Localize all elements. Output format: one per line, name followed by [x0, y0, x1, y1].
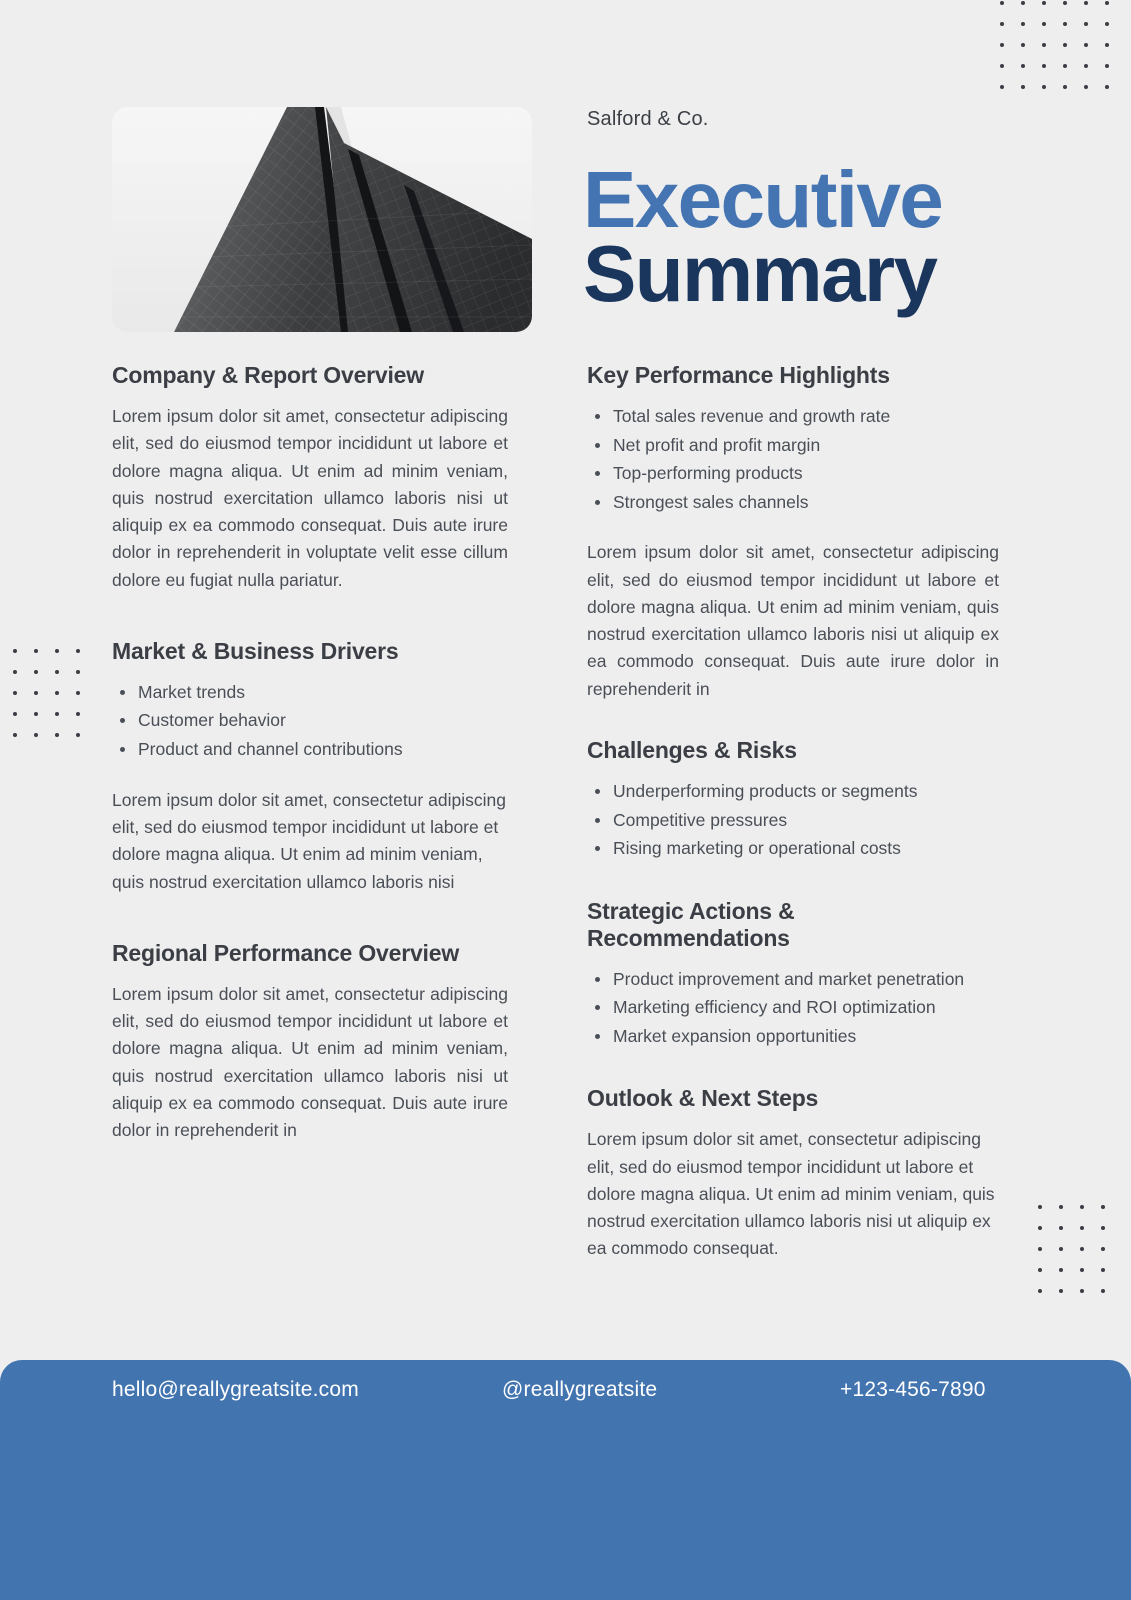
dot: [1071, 1238, 1092, 1259]
dot: [1075, 76, 1096, 97]
section-paragraph-market-business-drivers: Lorem ipsum dolor sit amet, consectetur adipiscing elit, sed do eiusmod tempor incididunt ut labore et dolore magna aliqua. Ut enim ad minim veniam, quis nostrud exercitation ullamco laboris nisi: [112, 789, 506, 892]
section-paragraph-regional-performance-overview: Lorem ipsum dolor sit amet, consectetur adipiscing elit, sed do eiusmod tempor incididunt ut labore et dolore magna aliqua. Ut enim ad minim veniam, quis nostrud exercitation ullamco laboris nisi ut aliquip ex ea commodo consequat. Duis aute irure dolor in reprehenderit in: [112, 983, 508, 1141]
footer-bar: [0, 1360, 1131, 1600]
dot: [67, 661, 88, 682]
section-heading-regional-performance-overview: Regional Performance Overview: [112, 939, 460, 966]
section-heading-company-report-overview: Company & Report Overview: [112, 362, 424, 388]
dot: [1092, 1259, 1113, 1280]
list-item: Strongest sales channels: [587, 489, 999, 516]
skyscraper-illustration-icon: [112, 107, 532, 332]
list-item: Product improvement and market penetration: [587, 966, 999, 993]
dot: [1050, 1217, 1071, 1238]
list-item: Net profit and profit margin: [587, 432, 999, 459]
dot: [991, 55, 1012, 76]
dot: [46, 703, 67, 724]
bullet-list-market-business-drivers: [112, 679, 508, 763]
dot: [1033, 55, 1054, 76]
dot: [25, 661, 46, 682]
dot: [1092, 1217, 1113, 1238]
dot: [1012, 34, 1033, 55]
dot: [4, 682, 25, 703]
section-paragraph-company-report-overview: Lorem ipsum dolor sit amet, consectetur adipiscing elit, sed do eiusmod tempor incididunt ut labore et dolore magna aliqua. Ut enim ad minim veniam, quis nostrud exercitation ullamco laboris nisi ut aliquip ex ea commodo consequat. Duis aute irure dolor in reprehenderit in voluptate velit esse cillum dolore eu fugiat nulla pariatur.: [112, 405, 508, 590]
dot: [1033, 0, 1054, 13]
dot: [1075, 55, 1096, 76]
section-heading-market-business-drivers: Market & Business Drivers: [112, 637, 399, 664]
dot: [1092, 1280, 1113, 1301]
dot: [1054, 55, 1075, 76]
right-column: [587, 362, 999, 1263]
dot: [991, 13, 1012, 34]
dot: [1033, 34, 1054, 55]
dot: [4, 640, 25, 661]
left-column: [112, 362, 508, 1145]
dot: [1029, 1217, 1050, 1238]
footer-social-handle[interactable]: @reallygreatsite: [502, 1378, 658, 1401]
list-item: Rising marketing or operational costs: [587, 835, 999, 862]
dot: [4, 703, 25, 724]
dot: [67, 703, 88, 724]
dot: [1096, 55, 1117, 76]
dot: [1075, 34, 1096, 55]
dot-grid-left-icon: [4, 640, 88, 745]
dot: [1012, 0, 1033, 13]
dot: [1096, 0, 1117, 13]
dot: [1033, 13, 1054, 34]
dot: [1050, 1259, 1071, 1280]
dot: [67, 724, 88, 745]
dot: [1050, 1280, 1071, 1301]
spacer: [587, 1051, 999, 1085]
spacer: [112, 896, 508, 940]
spacer: [112, 594, 508, 638]
dot: [46, 724, 67, 745]
bullet-list-challenges-risks: [587, 778, 999, 862]
dot: [46, 661, 67, 682]
dot: [1054, 34, 1075, 55]
bullet-list-strategic-actions-recommendations: [587, 966, 999, 1050]
dot: [67, 682, 88, 703]
dot: [25, 703, 46, 724]
dot: [1029, 1280, 1050, 1301]
hero-building-photo: [112, 107, 532, 332]
bullet-list-key-performance-highlights: [587, 403, 999, 515]
dot: [4, 661, 25, 682]
dot: [1054, 13, 1075, 34]
dot: [67, 640, 88, 661]
dot: [1012, 55, 1033, 76]
dot: [25, 682, 46, 703]
dot: [1012, 13, 1033, 34]
dot: [1054, 0, 1075, 13]
section-heading-strategic-actions-recommendations: Strategic Actions & Recommendations: [587, 897, 795, 951]
list-item: Marketing efficiency and ROI optimization: [587, 994, 999, 1021]
list-item: Customer behavior: [112, 707, 508, 734]
dot: [1050, 1196, 1071, 1217]
title-line-executive: Executive: [583, 155, 943, 244]
dot: [991, 76, 1012, 97]
dot: [1071, 1259, 1092, 1280]
dot: [46, 682, 67, 703]
dot: [991, 34, 1012, 55]
dot: [25, 640, 46, 661]
footer-phone[interactable]: +123-456-7890: [840, 1378, 986, 1401]
spacer: [587, 517, 999, 539]
list-item: Product and channel contributions: [112, 736, 508, 763]
dot: [1071, 1280, 1092, 1301]
list-item: Top-performing products: [587, 460, 999, 487]
dot: [1029, 1196, 1050, 1217]
dot-grid-top-right-icon: [991, 0, 1117, 97]
dot: [1071, 1196, 1092, 1217]
page-title: [583, 155, 1063, 319]
dot: [1071, 1217, 1092, 1238]
section-heading-outlook-next-steps: Outlook & Next Steps: [587, 1085, 819, 1112]
brand-name: Salford & Co.: [587, 108, 709, 130]
section-heading-key-performance-highlights: Key Performance Highlights: [587, 362, 890, 388]
dot: [1092, 1238, 1113, 1259]
dot: [1029, 1259, 1050, 1280]
dot: [1096, 13, 1117, 34]
footer-email[interactable]: hello@reallygreatsite.com: [112, 1378, 359, 1401]
dot-grid-bottom-right-icon: [1029, 1196, 1113, 1301]
dot: [1075, 0, 1096, 13]
dot: [1096, 76, 1117, 97]
spacer: [587, 864, 999, 898]
spacer: [112, 765, 508, 787]
list-item: Underperforming products or segments: [587, 778, 999, 805]
section-heading-challenges-risks: Challenges & Risks: [587, 737, 797, 764]
dot: [46, 640, 67, 661]
section-paragraph-outlook-next-steps: Lorem ipsum dolor sit amet, consectetur adipiscing elit, sed do eiusmod tempor incididunt ut labore et dolore magna aliqua. Ut enim ad minim veniam, quis nostrud exercitation ullamco laboris nisi ut aliquip ex ea commodo consequat.: [587, 1129, 995, 1259]
section-paragraph-key-performance-highlights: Lorem ipsum dolor sit amet, consectetur adipiscing elit, sed do eiusmod tempor incididunt ut labore et dolore magna aliqua. Ut enim ad minim veniam, quis nostrud exercitation ullamco laboris nisi ut aliquip ex ea commodo consequat. Duis aute irure dolor in reprehenderit in: [587, 542, 999, 699]
list-item: Market trends: [112, 679, 508, 706]
dot: [4, 724, 25, 745]
dot: [25, 724, 46, 745]
dot: [1050, 1238, 1071, 1259]
dot: [1054, 76, 1075, 97]
title-line-summary: Summary: [583, 229, 937, 319]
list-item: Market expansion opportunities: [587, 1023, 999, 1050]
list-item: Competitive pressures: [587, 807, 999, 834]
dot: [1012, 76, 1033, 97]
dot: [1096, 34, 1117, 55]
dot: [991, 0, 1012, 13]
dot: [1033, 76, 1054, 97]
dot: [1075, 13, 1096, 34]
dot: [1092, 1196, 1113, 1217]
dot: [1029, 1238, 1050, 1259]
spacer: [587, 703, 999, 737]
list-item: Total sales revenue and growth rate: [587, 403, 999, 430]
